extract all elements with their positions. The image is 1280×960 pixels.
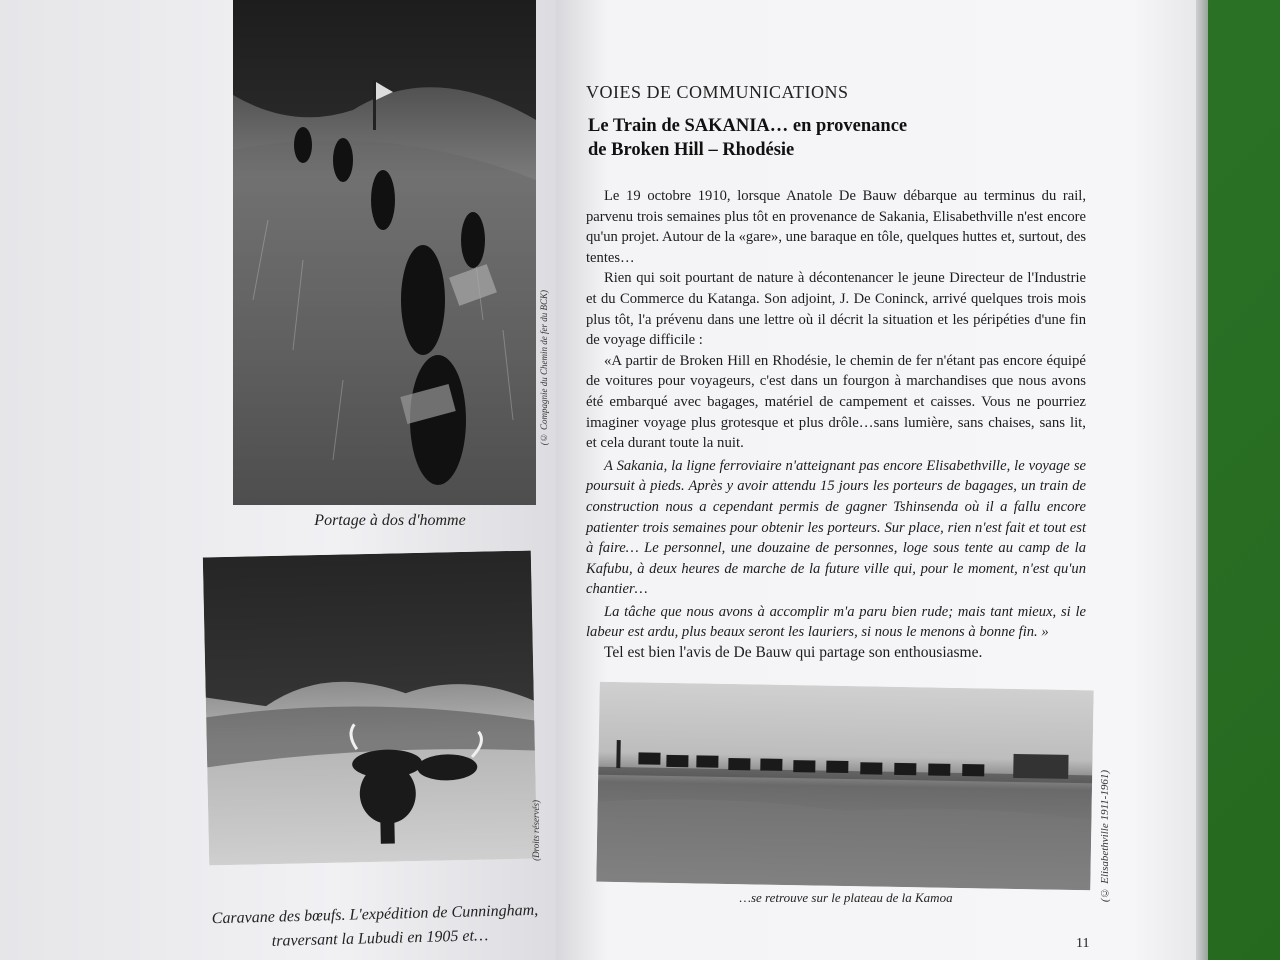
title-line2: de Broken Hill – Rhodésie: [588, 140, 795, 160]
paragraph: Le 19 octobre 1910, lorsque Anatole De Bauw débarque au terminus du rail, parvenu trois semaines plus tôt en provenance de Sakania, Elisabethville n'est encore qu'un projet. Autour de la «gare», une baraque en tôle, quelques huttes et, surtout, des tentes…: [586, 188, 1086, 266]
quote-paragraph-italic: A Sakania, la ligne ferroviaire n'atteignant pas encore Elisabethville, le voyage se poursuit à pieds. Après y avoir attendu 15 jours les porteurs de bagages, un train de construction nous a cependant permis de gagner Tshinsenda où il a fallu encore patienter trois semaines pour obtenir les porteurs. Sur place, rien n'est fait et tout est à faire… Le personnel, une douzaine de personnes, loge sous tente au camp de la Kafubu, à deux heures de marche de la future ville qui, pour le moment, n'est qu'un chantier…: [586, 457, 1086, 598]
photo3-caption: …se retrouve sur le plateau de la Kamoa: [739, 890, 953, 905]
left-page: [0, 0, 560, 960]
paragraph: Rien qui soit pourtant de nature à décontenancer le jeune Directeur de l'Industrie et du Commerce du Katanga. Son adjoint, J. De Coninck, arrivé quelques trois mois plus tôt, l'a prévenu dans une lettre où il décrit la situation et les péripéties d'une fin de voyage difficile :: [586, 270, 1086, 349]
bleed-through-text: [95, 90, 225, 348]
quote-paragraph-italic: La tâche que nous avons à accomplir m'a paru bien rude; mais tant mieux, si le labeur est ardu, plus beaux seront les lauriers, si nous le menons à bonne fin. »: [586, 603, 1086, 641]
photo-caravane: [203, 551, 537, 866]
article-body: [586, 186, 1086, 664]
photo-kamoa: [596, 682, 1093, 891]
photo2-caption-line1: Caravane des bœufs. L'expédition de Cunningham,: [211, 901, 539, 928]
photo2-caption-line2: traversant la Lubudi en 1905 et…: [271, 927, 489, 950]
page-edge: [1196, 0, 1208, 960]
photo-portage: [233, 0, 536, 505]
photo3-credit: (© Elisabethville 1911-1961): [1099, 770, 1111, 903]
title-line1: Le Train de SAKANIA… en provenance: [588, 116, 908, 136]
page-number: 11: [1076, 936, 1090, 951]
quote-paragraph: «A partir de Broken Hill en Rhodésie, le chemin de fer n'étant pas encore équipé de voitures pour voyageurs, c'est dans un fourgon à marchandises que nous avons été embarqué avec bagages, matériel de campement et caisses. Vous ne pourriez imaginer voyage plus grotesque et plus drôle…sans lumière, sans chaises, sans lit, et cela durant toute la nuit.: [586, 352, 1086, 452]
paragraph: Tel est bien l'avis de De Bauw qui partage son enthousiasme.: [604, 644, 983, 662]
photo1-caption: Portage à dos d'homme: [314, 512, 466, 529]
photo2-credit: (Droits réservés): [531, 800, 541, 861]
right-page: [556, 0, 1196, 960]
article-title: [588, 114, 948, 162]
section-label: VOIES DE COMMUNICATIONS: [586, 82, 849, 102]
photo1-credit: (© Compagnie du Chemin de fer du BCK): [539, 290, 549, 446]
